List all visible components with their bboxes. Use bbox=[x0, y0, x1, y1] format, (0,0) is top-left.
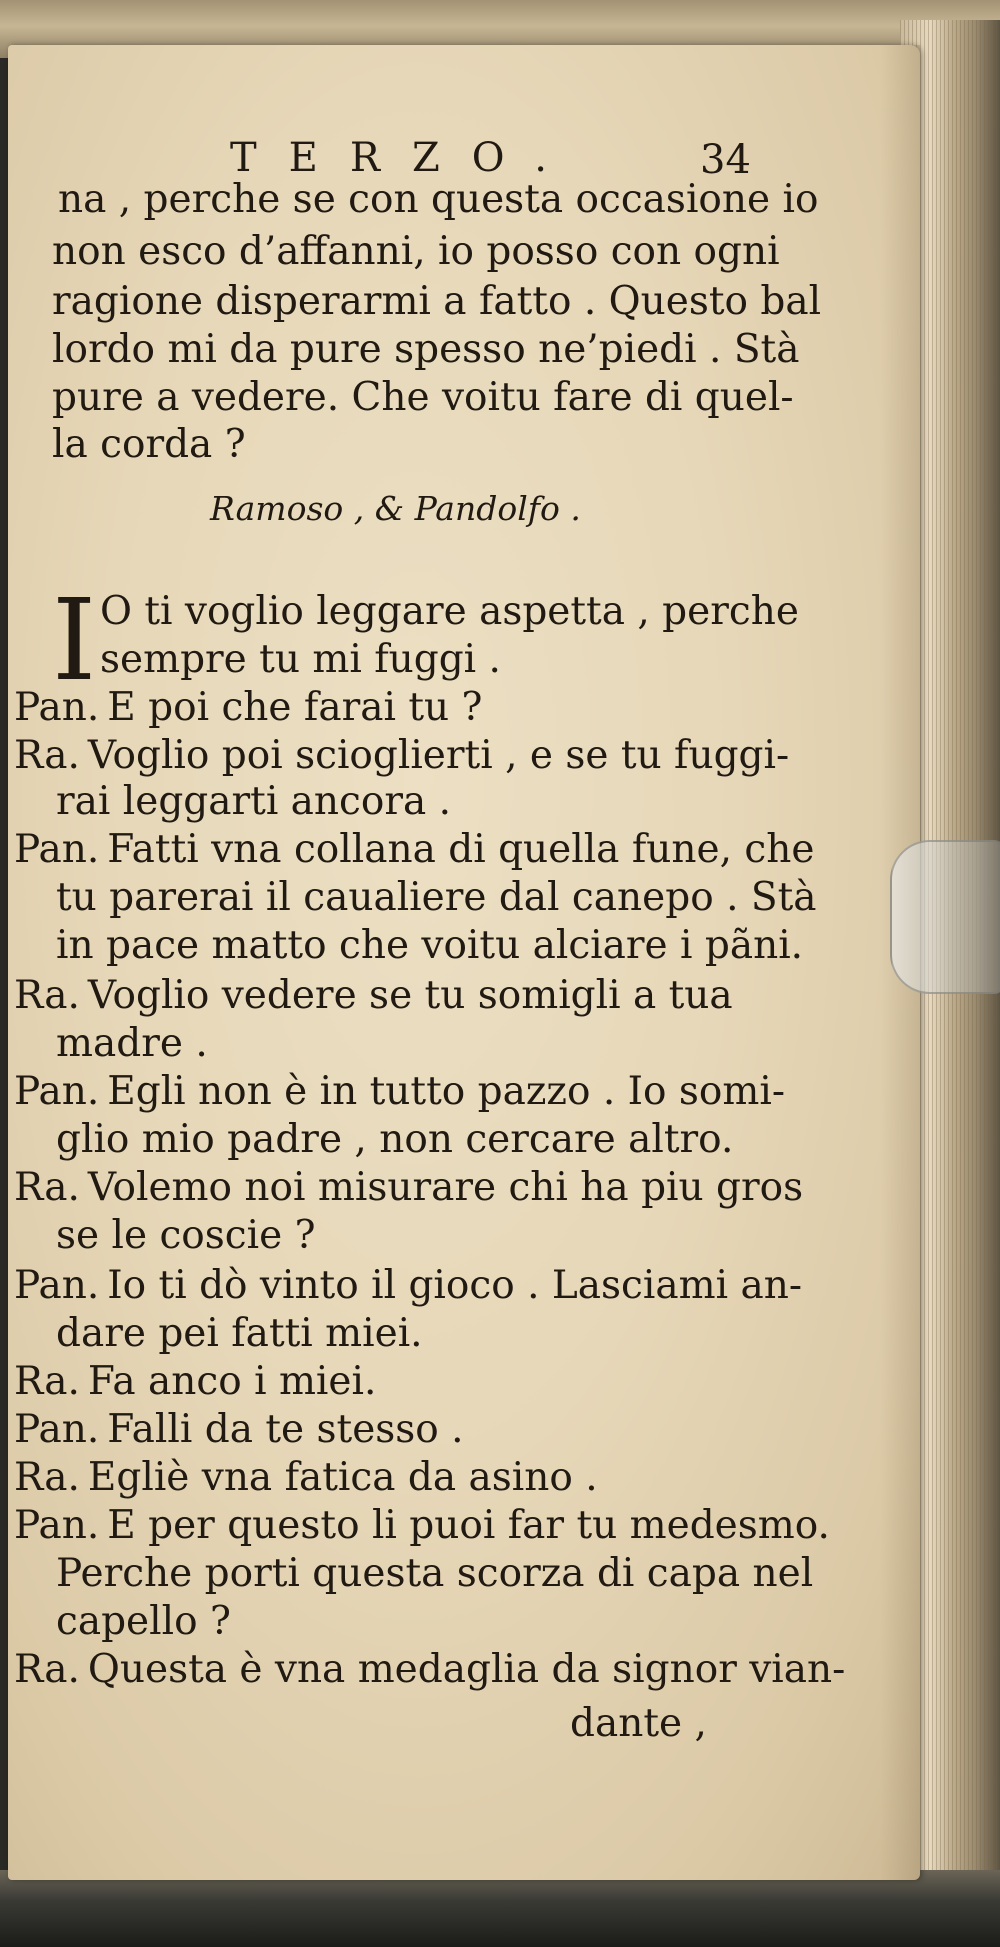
dialogue-entry bbox=[14, 1069, 786, 1114]
dialogue-line: tu parerai il caualiere dal canepo . Stà bbox=[56, 875, 817, 920]
drop-cap: I bbox=[52, 576, 97, 706]
text-line: la corda ? bbox=[52, 422, 246, 467]
dialogue-line: Voglio poi scioglierti , e se tu fuggi- bbox=[87, 733, 790, 778]
dialogue-line: Perche porti questa scorza di capa nel bbox=[56, 1551, 814, 1596]
dialogue-entry bbox=[14, 1165, 804, 1210]
text-line: non esco d’affanni, io posso con ogni bbox=[52, 229, 780, 274]
dialogue-line: Fatti vna collana di quella fune, che bbox=[107, 827, 815, 872]
dialogue-line: in pace matto che voitu alciare i pãni. bbox=[56, 923, 804, 968]
dialogue-line: glio mio padre , non cercare altro. bbox=[56, 1117, 734, 1162]
dialogue-line: E per questo li puoi far tu medesmo. bbox=[107, 1503, 830, 1548]
dialogue-line: O ti voglio leggare aspetta , perche bbox=[100, 589, 799, 634]
dialogue-line: Io ti dò vinto il gioco . Lasciami an- bbox=[107, 1263, 803, 1308]
speaker-label: Pan. bbox=[14, 1069, 100, 1114]
dialogue-line: capello ? bbox=[56, 1599, 231, 1644]
speaker-label: Ra. bbox=[14, 1359, 80, 1404]
dialogue-entry bbox=[14, 827, 815, 872]
speaker-label: Pan. bbox=[14, 1503, 100, 1548]
dialogue-entry bbox=[14, 1455, 598, 1500]
speaker-label: Pan. bbox=[14, 827, 100, 872]
dialogue-line: Falli da te stesso . bbox=[107, 1407, 464, 1452]
dialogue-entry bbox=[14, 685, 483, 730]
dialogue-entry bbox=[14, 1407, 464, 1452]
speaker-label: Ra. bbox=[14, 1455, 80, 1500]
text-line: pure a vedere. Che voitu fare di quel- bbox=[52, 375, 794, 420]
text-line: ragione disperarmi a fatto . Questo bal bbox=[52, 279, 822, 324]
dialogue-line: Voglio vedere se tu somigli a tua bbox=[87, 973, 733, 1018]
dialogue-line: Egli non è in tutto pazzo . Io somi- bbox=[107, 1069, 786, 1114]
dialogue-line: E poi che farai tu ? bbox=[107, 685, 483, 730]
speaker-label: Pan. bbox=[14, 685, 100, 730]
dialogue-entry bbox=[14, 1647, 846, 1692]
dialogue-line: dare pei fatti miei. bbox=[56, 1311, 423, 1356]
dialogue-line: Questa è vna medaglia da signor vian- bbox=[87, 1647, 846, 1692]
dialogue-line: se le coscie ? bbox=[56, 1213, 316, 1258]
book-bottom-edge bbox=[0, 1870, 1000, 1947]
scene-heading: Ramoso , & Pandolfo . bbox=[210, 489, 581, 528]
speaker-label: Ra. bbox=[14, 1647, 80, 1692]
dialogue-entry bbox=[14, 1359, 377, 1404]
dialogue-line: rai leggarti ancora . bbox=[56, 779, 452, 824]
catchword: dante , bbox=[570, 1701, 707, 1746]
dialogue-line: sempre tu mi fuggi . bbox=[100, 637, 501, 682]
dialogue-entry bbox=[14, 1263, 803, 1308]
speaker-label: Ra. bbox=[14, 973, 80, 1018]
running-header: TERZO. bbox=[230, 135, 579, 181]
speaker-label: Pan. bbox=[14, 1263, 100, 1308]
dialogue-line: madre . bbox=[56, 1021, 208, 1066]
text-line: na , perche se con questa occasione io bbox=[58, 177, 819, 222]
text-line: lordo mi da pure spesso ne’piedi . Stà bbox=[52, 327, 800, 372]
dialogue-line: Volemo noi misurare chi ha piu gros bbox=[87, 1165, 804, 1210]
speaker-label: Ra. bbox=[14, 1165, 80, 1210]
speaker-label: Ra. bbox=[14, 733, 80, 778]
speaker-label: Pan. bbox=[14, 1407, 100, 1452]
page-number: 34 bbox=[700, 137, 751, 183]
dialogue-line: Egliè vna fatica da asino . bbox=[87, 1455, 598, 1500]
dialogue-entry bbox=[14, 973, 733, 1018]
dialogue-entry bbox=[14, 1503, 830, 1548]
dialogue-line: Fa anco i miei. bbox=[87, 1359, 377, 1404]
dialogue-entry bbox=[14, 733, 790, 778]
page-clip bbox=[890, 840, 1000, 994]
